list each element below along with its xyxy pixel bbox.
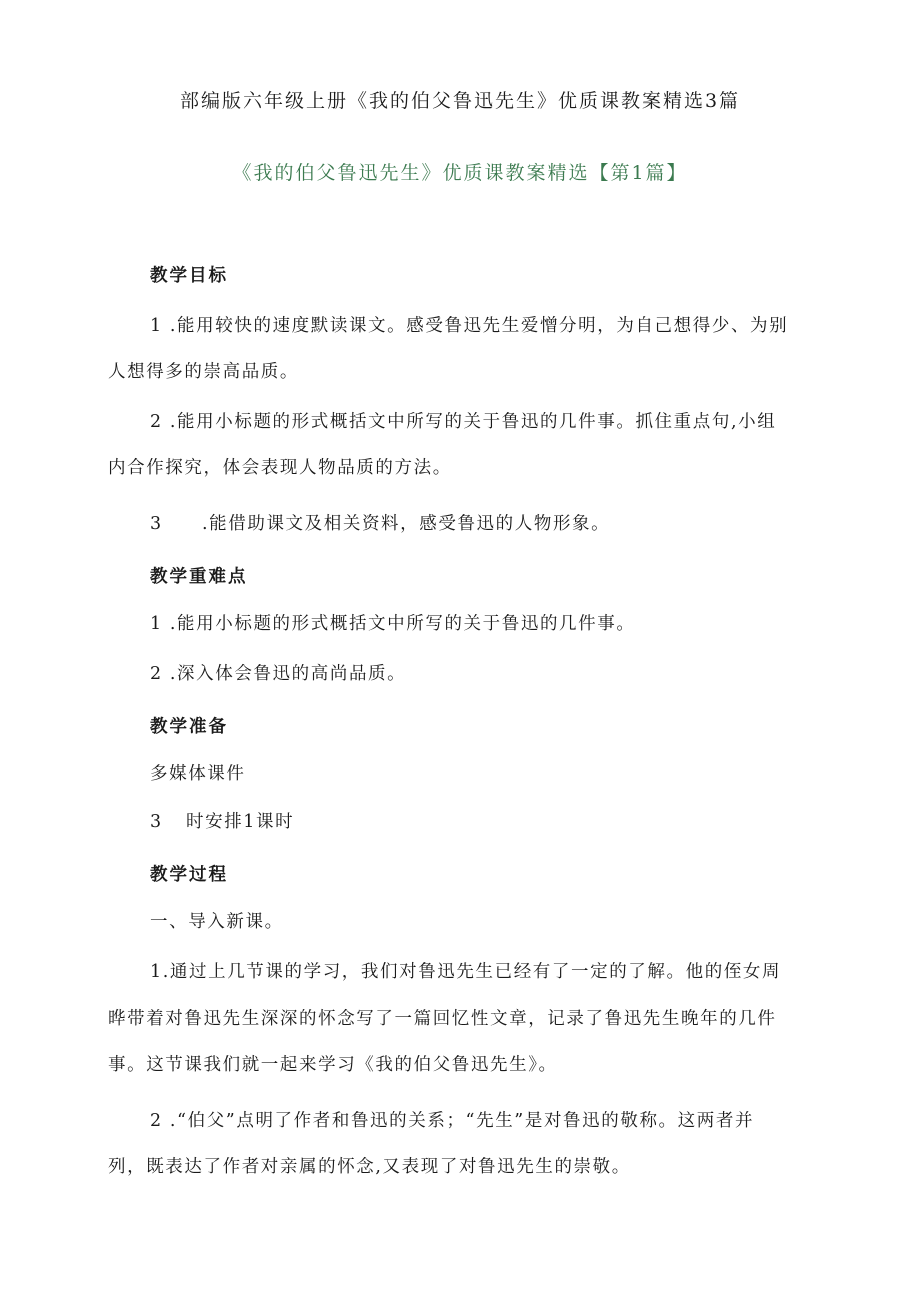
objectives-heading: 教学目标 (150, 266, 228, 286)
key-point-2: 2 .深入体会鲁迅的高尚品质。 (150, 664, 407, 684)
objective-3-number: 3 (150, 514, 163, 534)
process-paragraph-2-line-1: 2 .“伯父”点明了作者和鲁迅的关系；“先生”是对鲁迅的敬称。这两者并 (150, 1111, 755, 1131)
preparation-heading: 教学准备 (150, 717, 228, 737)
objective-3 (150, 510, 860, 535)
objective-2-line-2: 内合作探究，体会表现人物品质的方法。 (108, 458, 452, 478)
process-paragraph-1-line-2: 晔带着对鲁迅先生深深的怀念写了一篇回忆性文章，记录了鲁迅先生晚年的几件 (108, 1009, 777, 1029)
objective-1-line-2: 人想得多的崇高品质。 (108, 362, 299, 382)
objective-2-line-1: 2 .能用小标题的形式概括文中所写的关于鲁迅的几件事。抓住重点句,小组 (150, 412, 777, 432)
process-section-1: 一、导入新课。 (150, 912, 284, 932)
objective-1-line-1: 1 .能用较快的速度默读课文。感受鲁迅先生爱憎分明，为自己想得少、为别 (150, 316, 789, 336)
preparation-item-2-number: 3 (150, 812, 163, 832)
objective-3-text: .能借助课文及相关资料，感受鲁迅的人物形象。 (202, 514, 611, 534)
preparation-item-2 (150, 808, 860, 833)
process-paragraph-1-line-3: 事。这节课我们就一起来学习《我的伯父鲁迅先生》。 (108, 1055, 558, 1075)
section-title: 《我的伯父鲁迅先生》优质课教案精选【第1篇】 (232, 162, 688, 184)
process-paragraph-2-line-2: 列，既表达了作者对亲属的怀念,又表现了对鲁迅先生的崇敬。 (108, 1157, 631, 1177)
preparation-item-1: 多媒体课件 (150, 764, 246, 784)
document-title: 部编版六年级上册《我的伯父鲁迅先生》优质课教案精选3篇 (179, 90, 741, 112)
key-point-1: 1 .能用小标题的形式概括文中所写的关于鲁迅的几件事。 (150, 614, 636, 634)
process-paragraph-1-line-1: 1.通过上几节课的学习，我们对鲁迅先生已经有了一定的了解。他的侄女周 (150, 962, 782, 982)
preparation-item-2-text: 时安排1课时 (186, 812, 295, 832)
key-points-heading: 教学重难点 (150, 567, 248, 587)
process-heading: 教学过程 (150, 865, 228, 885)
